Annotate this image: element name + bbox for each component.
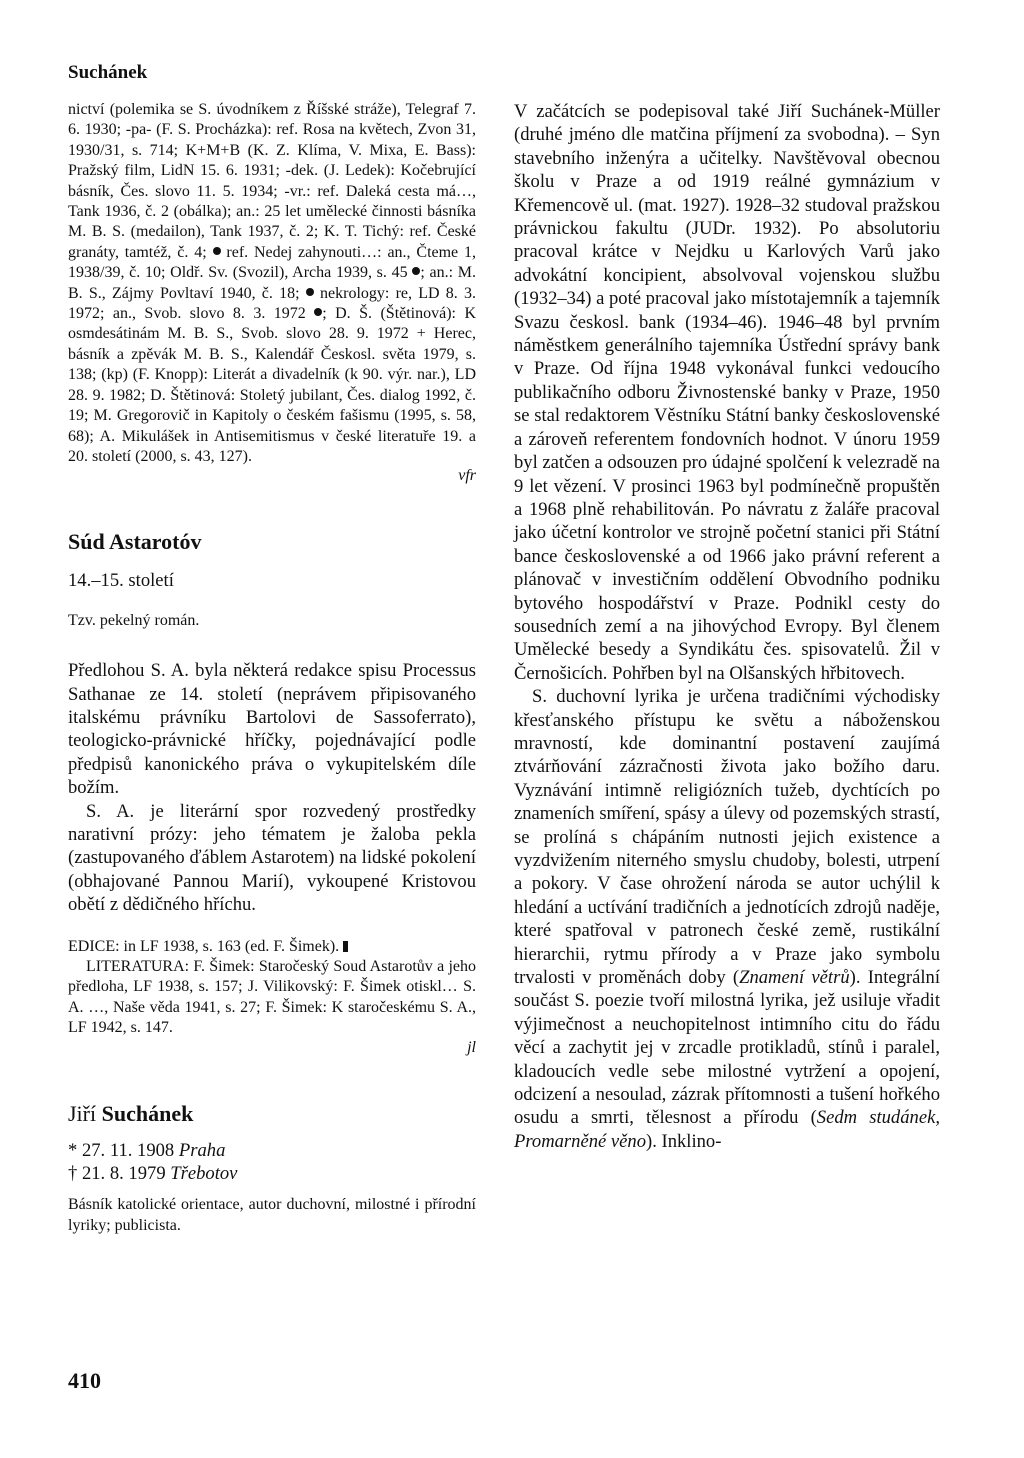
- left-column: [68, 100, 476, 1236]
- entry-summary: Básník katolické orientace, autor duchovní, milostné i přírodní lyriky; publicista.: [68, 1196, 476, 1234]
- title-znameni-vetru: Znamení větrů: [739, 967, 850, 989]
- prev-entry-bibliography: nictví (polemika se S. úvodníkem z Říšské stráže), Telegraf 7. 6. 1930; -pa- (F. S. Procházka): ref. Rosa na květech, Zvon 31, 1930/31, s. 714; K+M+B (K. Z. Klíma, V. Mixa, E. Bass): Pražský film, LidN 15. 6. 1931; -dek. (J. Ledek): Kočebrující básník, Čes. slovo 11. 5. 1934; -vr.: ref. Daleká cesta má…, Tank 1936, č. 2 (obálka); an.: 25 let umělecké činnosti básníka M. B. S. (medailon), Tank 1937, č. 2; K. T. Tichý: ref. České granáty, tamtéž, č. 4; ref. Nedej zahynouti…: an., Čteme 1, 1938/39, č. 10; Oldř. Sv. (Svozil), Archa 1939, s. 45 ; an.: M. B. S., Zájmy Povltaví 1940, č. 18; nekrology: re, LD 8. 3. 1972; an., Svob. slovo 8. 3. 1972 ; D. Š. (Štětinová): K osmdesátinám M. B. S., Svob. slovo 28. 9. 1972 + Herec, básník a zpěvák M. B. S., Kalendář Českosl. světa 1979, s. 138; (kp) (F. Knopp): Literát a divadelník (k 90. výr. nar.), LD 28. 9. 1982; D. Štětinová: Stoletý jubilant, Čes. dialog 1992, č. 19; M. Gregorovič in Kapitoly o českém fašismu (1995, s. 58, 68); A. Mikulášek in Antisemitismus v české literatuře 19. a 20. století (2000, s. 43, 127).: [68, 101, 477, 465]
- title-sedm-studanek: Sedm studánek, Promarněné věno: [514, 1107, 940, 1152]
- sud-signature: jl: [467, 1038, 476, 1056]
- death-line: † 21. 8. 1979 Třebotov: [68, 1163, 238, 1185]
- bullet-icon: [306, 288, 314, 296]
- entry-period: 14.–15. století: [68, 570, 174, 592]
- prev-entry-signature: vfr: [458, 467, 476, 485]
- sud-literatura: LITERATURA: F. Šimek: Staročeský Soud Astarotův a jeho předloha, LF 1938, s. 157; J. Vilikovský: F. Šimek otiskl… S. A. …, Naše věda 1941, s. 27; F. Šimek: K staročeskému S. A., LF 1942, s. 147.: [68, 958, 476, 1037]
- biography-paragraph: V začátcích se podepisoval také Jiří Suchánek-Müller (druhé jméno dle matčina příjmení za svobodna). – Syn stavebního inženýra a učitelky. Navštěvoval obecnou školu v Praze a od 1919 reálné gymnázium v Křemencově ul. (mat. 1927). 1928–32 studoval pražskou právnickou fakultu (JUDr. 1932). Po absolutoriu pracoval krátce v Nejdku u Karlových Varů jako advokátní koncipient, absolvoval vojenskou službu (1932–34) a poté pracoval jako místotajemník a tajemník Svazu českosl. bank (1934–46). 1946–48 byl prvním náměstkem generálního tajemníka Ústřední správy bank v Praze. Od října 1948 vykonával funkci vedoucího publikačního odboru Živnostenské banky v Praze, 1950 se stal redaktorem Věstníku Státní banky československé a zároveň referentem fondovních hodnot. V únoru 1959 byl zatčen a odsouzen pro údajné spolčení k velezradě na 9 let vězení. V prosinci 1963 byl podmínečně propuštěn a 1968 plně rehabilitován. Po návratu z žaláře pracoval jako účetní kontrolor ve strojně početní stanici při Státní bance československé a od 1966 jako právní referent a plánovač v investičním oddělení Obvodního podniku bytového hospodářství v Praze. Podnikl cesty do sousedních zemí a na jihovýchod Evropy. Byl členem Umělecké besedy a Syndikátu čes. spisovatelů. Žil v Černošicích. Pohřben byl na Olšanských hřbitovech.: [514, 101, 940, 684]
- sud-paragraph-1: Předlohou S. A. byla některá redakce spisu Processus Sathanae ze 14. století (neprávem připisovaného italskému právníku Bartolovi de Sassoferrato), teologicko-právnické hříčky, pojednávající podle předpisů kanonického práva o vykupitelském díle božím.: [68, 660, 476, 799]
- entry-title-suchanek: Jiří Suchánek: [68, 1100, 194, 1126]
- entry-title-sud: Súd Astarotóv: [68, 529, 202, 555]
- end-mark-icon: [343, 941, 348, 952]
- bullet-icon: [213, 247, 221, 255]
- running-head: Suchánek: [68, 62, 148, 83]
- sud-edice: EDICE: in LF 1938, s. 163 (ed. F. Šimek).: [68, 937, 476, 957]
- poetry-paragraph: S. duchovní lyrika je určena tradičními východisky křesťanského přístupu ke světu a náboženskou mravností, kde dominantní postavení zaujímá ztvárňování zázračnosti života jako božího daru. Vyznávání intimně religiózních tužeb, dychtících po znameních smíření, spásy a úlevy od pozemských strastí, se prolíná s chápáním nutnosti jejich existence a vyzdvižením niterného smyslu chudoby, bolesti, utrpení a pokory. V čase ohrožení národa se autor uchýlil k hledání a uctívání tradičních a jednotících zdrojů naděje, které spatřoval v patronech české země, rustikální hierarchii, rytmu přírody a v Praze jako symbolu trvalosti v proměnách doby (Znamení větrů). Integrální součást S. poezie tvoří milostná lyrika, jež usiluje vřadit výjimečnost a neuchopitelnost intimního citu do řádu věcí a zachytit jej v zrcadle protikladů, stínů i paralel, kladoucích vedle sebe milostné vytržení a opojení, odcizení a nesoulad, zázrak přítomnosti a tušení hořkého osudu a smrti, tělesnost a přírodu (Sedm studánek, Promarněné věno). Inklino-: [514, 686, 940, 1152]
- sud-paragraph-2: S. A. je literární spor rozvedený prostředky narativní prózy: jeho tématem je žaloba pekla (zastupovaného ďáblem Astarotem) na lidské pokolení (obhajované Pannou Marií), vykoupené Kristovou obětí z dědičného hříchu.: [68, 800, 476, 916]
- right-column: [514, 100, 940, 1153]
- birth-line: * 27. 11. 1908 Praha: [68, 1139, 226, 1161]
- entry-subtitle: Tzv. pekelný román.: [68, 611, 200, 629]
- page-number: 410: [68, 1368, 101, 1393]
